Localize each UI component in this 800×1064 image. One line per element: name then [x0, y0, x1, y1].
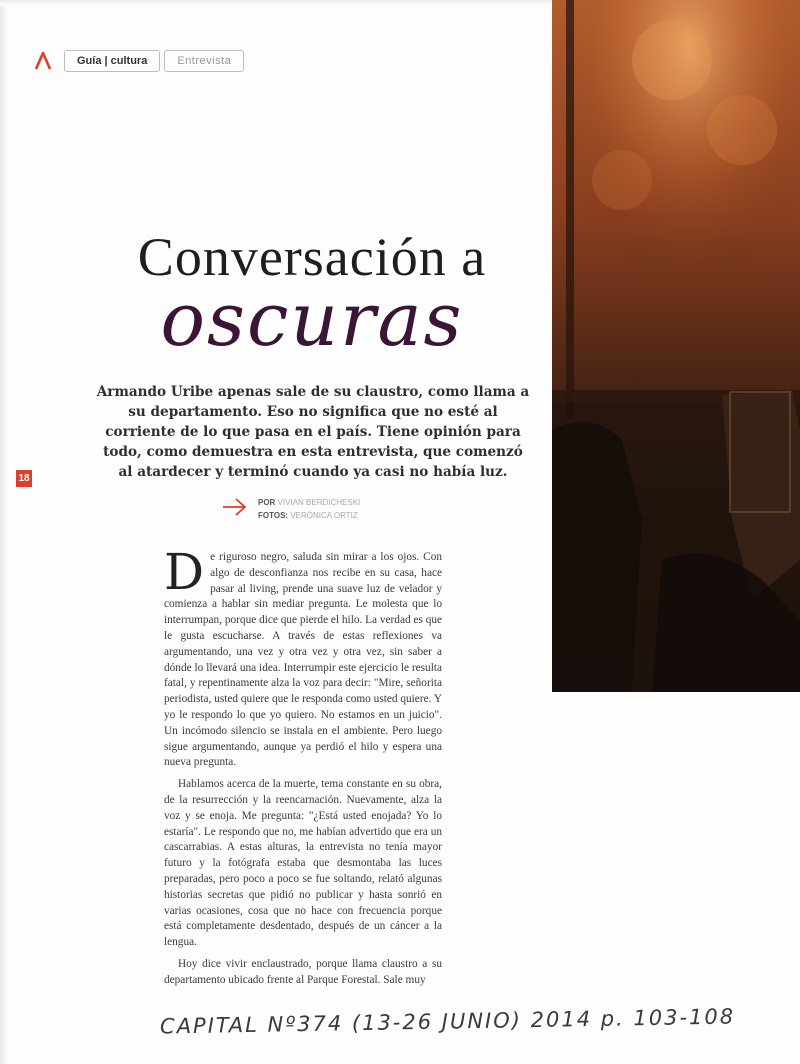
credit-photos-label: FOTOS:	[258, 511, 289, 520]
header-bar	[28, 48, 244, 74]
article-lead: Armando Uribe apenas sale de su claustro, como llama a su departamento. Eso no significa que no esté al corriente de lo que pasa en el país. Tiene opinión para todo, como demuestra en esta entrevista, que comenzó al atardecer y terminó cuando ya casi no había luz.	[96, 384, 530, 480]
credit-lines	[258, 496, 360, 522]
credit-author	[258, 496, 360, 509]
article-title-line2: oscuras	[160, 277, 464, 363]
handwritten-note: CAPITAL Nº374 (13-26 JUNIO) 2014 p. 103-108	[159, 1004, 736, 1039]
section-label: Guía | cultura	[64, 50, 160, 72]
photo-illustration	[552, 0, 800, 692]
credit-author-name: VIVIAN BERDICHESKI	[277, 498, 361, 507]
drop-cap: D	[164, 543, 205, 601]
arrow-right-icon	[222, 497, 248, 522]
credit-author-label: POR	[258, 498, 276, 507]
subsection-label: Entrevista	[164, 50, 244, 72]
magazine-logo-icon	[28, 48, 58, 74]
article-title-line1: Conversación a	[137, 227, 487, 287]
credit-photos	[258, 509, 360, 522]
scan-edge	[0, 0, 8, 1064]
body-paragraph-text: e riguroso negro, saluda sin mirar a los ojos. Con algo de desconfianza nos recibe en su casa, hace pasar al living, prende una suave luz de velador y comienza a hablar sin mediar pregunta. Le molesta que lo interrumpan, porque dice que pierde el hilo. La verdad es que le gusta escucharse. A través de estas reflexiones va argumentando, una vez y otra vez y otra vez, sin saber a dónde lo llevará una idea. Interrumpir este ejercicio le resulta fatal, y repentinamente alza la voz para decir: "Mire, señorita periodista, usted quiere que le responda como usted quiere. Y yo le respondo lo que yo quiero. No estamos en un juicio". Un incómodo silencio se instala en el ambiente. Pero luego sigue argumentando, aunque ya perdió el hilo y espera una nueva pregunta.	[164, 551, 442, 769]
body-paragraph	[164, 543, 442, 771]
body-paragraph: Hoy dice vivir enclaustrado, porque llama claustro a su departamento ubicado frente al Parque Forestal. Sale muy	[164, 957, 442, 986]
page-number: 18	[16, 470, 32, 487]
body-paragraph: Hablamos acerca de la muerte, tema constante en su obra, de la resurrección y la reencarnación. Nuevamente, alza la voz y se enoja. Me pregunta: "¿Está usted enojada? Yo lo estaría". Le respondo que no, me habían advertido que era un cascarrabias. A estas alturas, la entrevista no tenía mayor futuro y la fotógrafa estaba que desmontaba las luces preparadas, pero poco a poco se fue soltando, relató algunas historias secretas que pidió no publicar y hasta sonrió en varias ocasiones, cosa que no hace con frecuencia porque está completamente desdentado, después de un cáncer a la lengua.	[164, 778, 442, 949]
article-photo	[552, 0, 800, 692]
article-body	[164, 543, 442, 995]
credit-photos-name: VERÓNICA ORTIZ	[290, 511, 358, 520]
credits	[222, 496, 360, 522]
